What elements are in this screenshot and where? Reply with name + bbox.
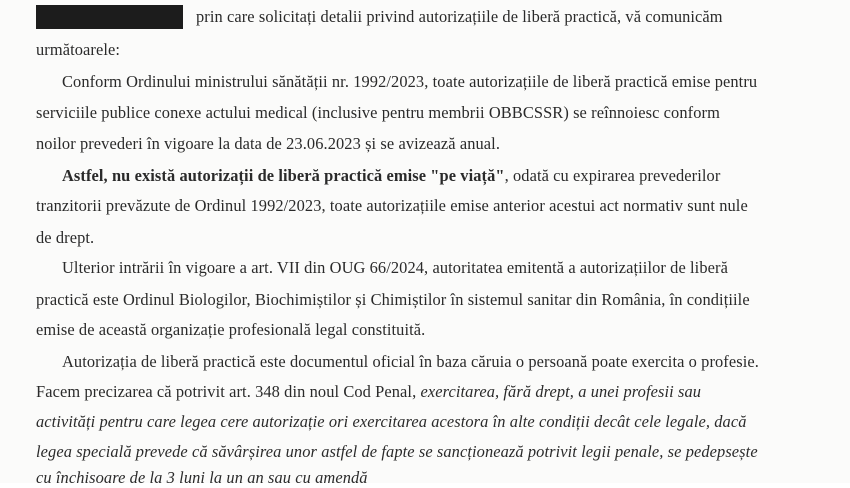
text-normal: Facem precizarea că potrivit art. 348 din noul Cod Penal, — [36, 382, 421, 401]
text-line-2: următoarele: — [36, 40, 121, 59]
text-line-10: practică este Ordinul Biologilor, Biochimiștilor și Chimiștilor în sistemul sanitar din România, în condițiile — [36, 290, 750, 309]
text-line-9: Ulterior intrării în vigoare a art. VII din OUG 66/2024, autoritatea emitentă a autorizațiilor de liberă — [62, 258, 728, 277]
text-line-11: emise de această organizație profesională legal constituită. — [36, 320, 426, 339]
text-line-1: prin care solicitați detalii privind autorizațiile de liberă practică, vă comunicăm — [196, 7, 723, 26]
redaction-bar — [36, 5, 183, 29]
text-line-7: tranzitorii prevăzute de Ordinul 1992/2023, toate autorizațiile emise anterior acestui act normativ sunt nule — [36, 196, 748, 215]
text-line-8: de drept. — [36, 228, 95, 247]
text-line-6 — [62, 166, 720, 186]
text-line-13 — [36, 382, 701, 402]
text-line-14: activități pentru care legea cere autorizație ori exercitarea acestora în alte condiții decât cele legale, dacă — [36, 412, 747, 431]
text-line-12: Autorizația de liberă practică este documentul oficial în baza căruia o persoană poate exercita o profesie. — [62, 352, 759, 371]
text-continuation: , odată cu expirarea prevederilor — [504, 166, 721, 185]
text-line-3: Conform Ordinului ministrului sănătății nr. 1992/2023, toate autorizațiile de liberă practică emise pentru — [62, 72, 758, 91]
italic-text: exercitarea, fără drept, a unei profesii sau — [420, 382, 702, 401]
text-line-16: cu închisoare de la 3 luni la un an sau cu amendă — [36, 468, 368, 487]
text-line-4: serviciile publice conexe actului medical (inclusive pentru membrii OBBCSSR) se reînnoiesc conform — [36, 103, 720, 122]
emphasis-text: Astfel, nu există autorizații de liberă practică emise "pe viață" — [62, 166, 505, 185]
text-line-15: legea specială prevede că săvârșirea unor astfel de fapte se sancționează potrivit legii penale, se pedepsește — [36, 442, 758, 461]
text-line-5: noilor prevederi în vigoare la data de 23.06.2023 și se avizează anual. — [36, 134, 501, 153]
